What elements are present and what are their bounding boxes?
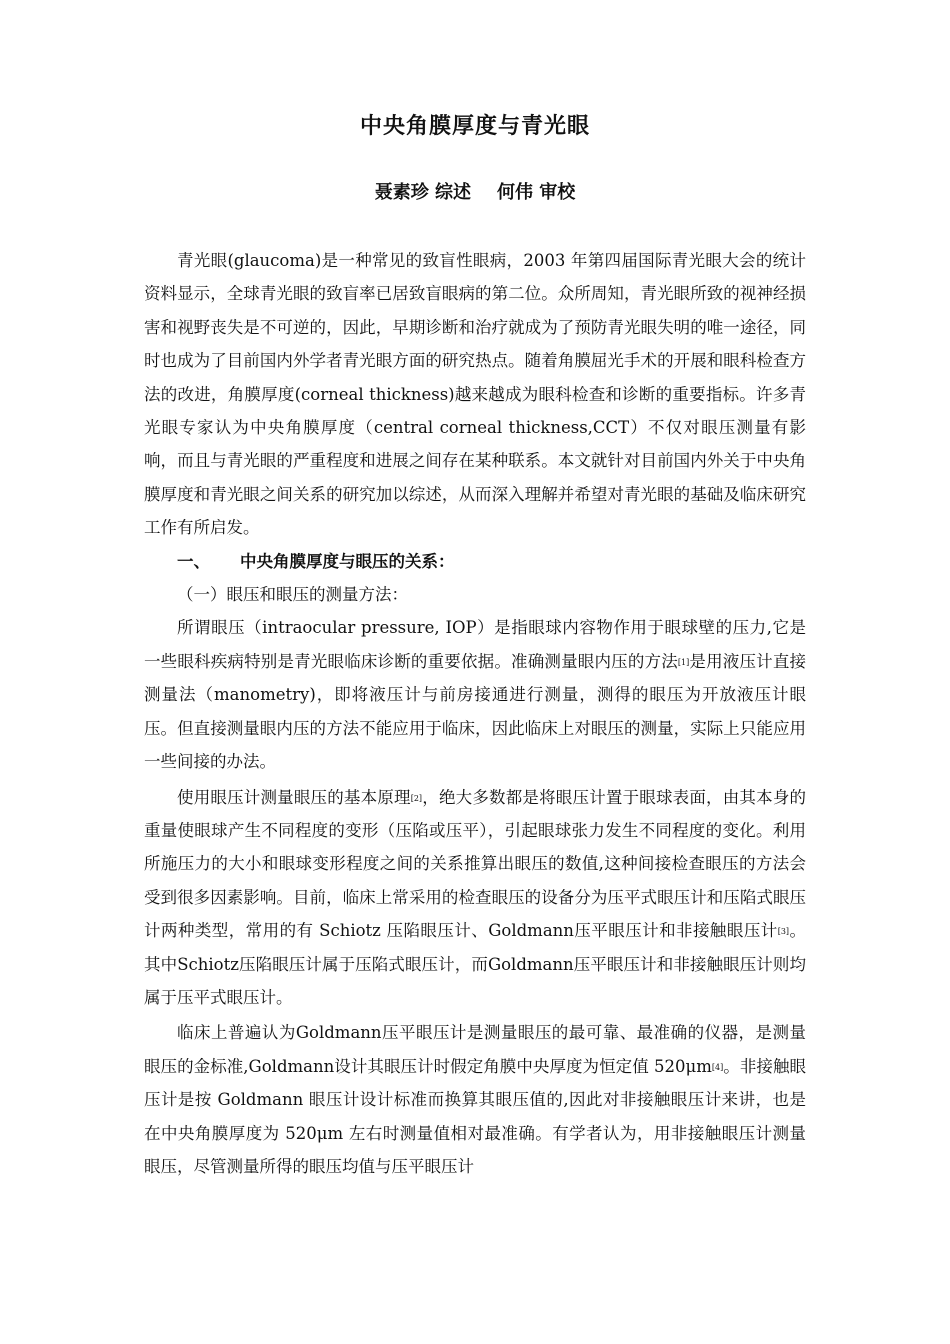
paragraph-intro: 青光眼(glaucoma)是一种常见的致盲性眼病，2003 年第四届国际青光眼大会的统计资料显示，全球青光眼的致盲率已居致盲眼病的第二位。众所周知，青光眼所致的视神经损害和视野丧失是不可逆的，因此，早期诊断和治疗就成为了预防青光眼失明的唯一途径，同时也成为了目前国内外学者青光眼方面的研究热点。随着角膜屈光手术的开展和眼科检查方法的改进，角膜厚度(corneal thickness)越来越成为眼科检查和诊断的重要指标。许多青光眼专家认为中央角膜厚度（central corneal thickness,CCT）不仅对眼压测量有影响，而且与青光眼的严重程度和进展之间存在某种联系。本文就针对目前国内外关于中央角膜厚度和青光眼之间关系的研究加以综述，从而深入理解并希望对青光眼的基础及临床研究工作有所启发。 [144,251,806,538]
paragraph-text: 是用液压计直接测量法（manometry)，即将液压计与前房接通进行测量，测得的眼压为开放液压计眼压。但直接测量眼内压的方法不能应用于临床，因此临床上对眼压的测量，实际上只能应用一些间接的办法。 [144,651,807,772]
paragraph-text: 使用眼压计测量眼压的基本原理 [177,787,411,807]
subsection-heading-1: （一）眼压和眼压的测量方法： [177,585,408,605]
section-number: 一、 [177,551,210,571]
author-writer: 聂素珍 综述 [374,182,471,203]
section-heading-1 [144,545,806,578]
paragraph-text: 。其中Schiotz压陷眼压计属于压陷式眼压计，而Goldmann压平眼压计和非接触眼压计则均属于压平式眼压计。 [144,921,807,1007]
page-title: 中央角膜厚度与青光眼 [359,114,590,139]
paragraph-text: 所谓眼压（intraocular pressure, IOP）是指眼球内容物作用于眼球壁的压力,它是一些眼科疾病特别是青光眼临床诊断的重要依据。准确测量眼内压的方法 [144,618,806,671]
author-reviewer: 何伟 审校 [497,182,576,203]
paragraph-text: 临床上普遍认为Goldmann压平眼压计是测量眼压的最可靠、最准确的仪器，是测量眼压的金标准,Goldmann设计其眼压计时假定角膜中央厚度为恒定值 520μm [144,1023,806,1076]
citation-ref: [2] [410,793,423,803]
citation-ref: [4] [711,1062,724,1072]
paragraph-text: 。非接触眼压计是按 Goldmann 眼压计设计标准而换算其眼压值的,因此对非接触眼压计来讲，也是在中央角膜厚度为 520μm 左右时测量值相对最准确。有学者认为，用非接触眼压计测量眼压，尽管测量所得的眼压均值与压平眼压计 [144,1056,807,1176]
paragraph-text: ，绝大多数都是将眼压计置于眼球表面，由其本身的重量使眼球产生不同程度的变形（压陷或压平），引起眼球张力发生不同程度的变化。利用所施压力的大小和眼球变形程度之间的关系推算出眼压的数值,这种间接检查眼压的方法会受到很多因素影响。目前，临床上常采用的检查眼压的设备分为压平式眼压计和压陷式眼压计两种类型，常用的有 Schiotz 压陷眼压计、Goldmann压平眼压计和非接触眼压计 [144,787,807,941]
section-title: 中央角膜厚度与眼压的关系： [240,551,455,571]
paragraph-iop-definition [144,611,806,778]
author-line [0,180,950,206]
article-body [144,244,806,1183]
citation-ref: [1] [677,657,690,667]
paragraph-goldmann [144,1016,806,1183]
citation-ref: [3] [777,927,790,937]
paragraph-tonometer-principle [144,781,806,1015]
